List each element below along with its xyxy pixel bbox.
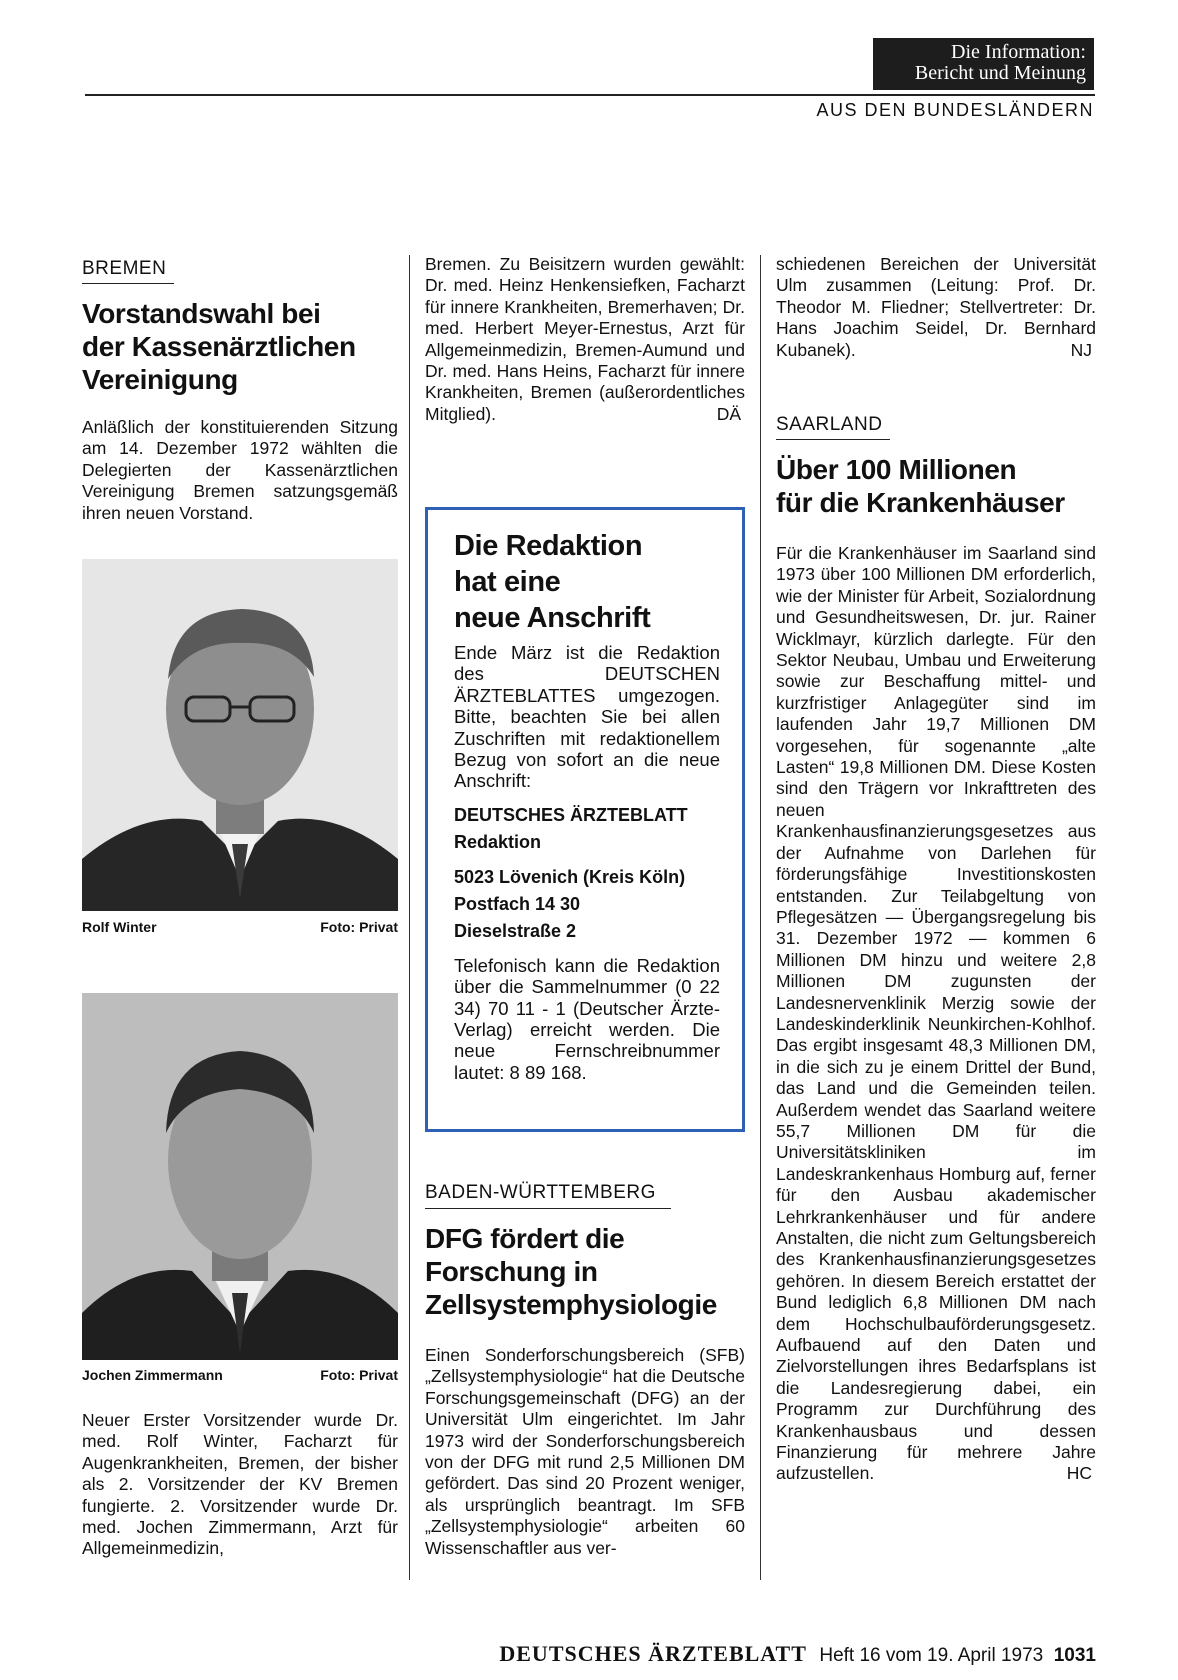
saarland-kicker-rule (776, 439, 890, 440)
portrait-rolf-winter (82, 559, 398, 911)
bremen-kicker: BREMEN (82, 258, 167, 279)
notice-phone-text: Telefonisch kann die Redaktion über die Sammelnummer (0 22 34) 70 11 - 1 (Deutscher Ärzte-Verlag) erreicht werden. Die neue Fernschreibnummer lautet: 8 89 168. (454, 954, 720, 1083)
bw-headline-line-3: Zellsystemphysiologie (425, 1289, 717, 1320)
notice-title-line-2: hat eine (454, 566, 561, 598)
bremen-author: DÄ (716, 403, 741, 424)
photo-caption-credit: Foto: Privat (320, 919, 398, 935)
page-footer (0, 1641, 1096, 1667)
bw-kicker-rule (425, 1208, 671, 1209)
bw-headline (425, 1222, 745, 1321)
section-badge (873, 38, 1094, 90)
notice-title-line-3: neue Anschrift (454, 602, 651, 634)
bw-headline-line-1: DFG fördert die (425, 1223, 625, 1254)
saarland-headline-line-2: für die Krankenhäuser (776, 487, 1065, 518)
header-rule (85, 94, 1095, 96)
saarland-headline-line-1: Über 100 Millionen (776, 454, 1017, 485)
region-label: AUS DEN BUNDESLÄNDERN (816, 100, 1094, 120)
notice-address-line: Dieselstraße 2 (454, 920, 577, 941)
photo-caption-name: Rolf Winter (82, 919, 157, 935)
saarland-body-text: Für die Krankenhäuser im Saarland sind 1973 über 100 Millionen DM erforderlich, wie der Minister für Arbeit, Sozialordnung und Gesundheitswesen, Dr. jur. Rainer Wicklmayr, kürzlich darlegte. Für den Sektor Neubau, Umbau und Erweiterung sowie zur Beschaffung mittel- und kurzfristiger Anlagegüter sind im laufenden Jahr 19,7 Millionen DM vorgesehen, für sogenannte „alte Lasten“ 19,8 Millionen DM. Diese Kosten sind den Trägern vor Inkrafttreten des neuen Krankenhausfinanzierungsgesetzes aus der Aufnahme von Darlehen für förderungsfähige Investitionskosten entstanden. Zur Teilabgeltung von Pflegesätzen — Übergangsregelung bis 31. Dezember 1972 — kommen 6 Millionen DM hinzu und weitere 2,8 Millionen DM zugunsten der Landesnervenklinik Merzig sowie der Landeskinderklinik Neunkirchen-Kohlhof. Das ergibt insgesamt 48,3 Millionen DM, in die sich zu je einem Drittel der Bund, das Land und die Gemeinden teilen. Außerdem wendet das Saarland weitere 55,7 Millionen DM für die Universitätskliniken im Landeskrankenhaus Homburg auf, ferner für den Ausbau akademischer Lehrkrankenhäuser und für andere Anstalten, die nicht zum Geltungsbereich des Krankenhausfinanzierungsgesetzes gehören. In diesem Bereich erstattet der Bund lediglich 6,8 Millionen DM nach dem Hochschulbauförderungsgesetz. Aufbauend auf den Daten und Zielvorstellungen ihres Bedarfsplans ist die Landesregierung dabei, ein Programm zur Durchführung des Krankenhausbaus und dessen Finanzierung für mehrere Jahre aufzustellen. (776, 543, 1096, 1484)
column-divider-2 (760, 255, 761, 1580)
notice-address-line: DEUTSCHES ÄRZTEBLATT (454, 804, 688, 825)
notice-address-postal (454, 864, 720, 945)
bremen-headline-line-2: der Kassenärztlichen (82, 331, 356, 362)
column-divider-1 (409, 255, 410, 1580)
notice-address-line: 5023 Lövenich (Kreis Köln) (454, 866, 686, 887)
bw-continuation-text: schiedenen Bereichen der Universität Ulm zusammen (Leitung: Prof. Dr. Theodor M. Fliedner; Stellvertreter: Dr. Hans Joachim Seidel, Dr. Bernhard Kubanek). (776, 254, 1096, 360)
bw-continuation (776, 254, 1096, 361)
notice-title-line-1: Die Redaktion (454, 530, 643, 562)
notice-title (454, 528, 720, 636)
address-notice-box (425, 507, 745, 1132)
section-badge-line-2: Bericht und Meinung (914, 62, 1086, 84)
bremen-headline (82, 297, 402, 396)
section-badge-line-1: Die Information: (951, 41, 1086, 63)
bremen-headline-line-3: Vereinigung (82, 364, 238, 395)
bw-headline-line-2: Forschung in (425, 1256, 598, 1287)
footer-publication: DEUTSCHES ÄRZTEBLATT (499, 1641, 807, 1666)
bremen-intro: Anläßlich der konstituierenden Sitzung am 14. Dezember 1972 wählten die Delegierten der Kassenärztlichen Vereinigung Bremen satzungsgemäß ihren neuen Vorstand. (82, 417, 398, 523)
portrait-jochen-zimmermann-image (82, 993, 398, 1360)
bw-kicker: BADEN-WÜRTTEMBERG (425, 1182, 656, 1203)
notice-text: Ende März ist die Redaktion des DEUTSCHEN ÄRZTEBLATTES umgezogen. Bitte, beachten Sie bei allen Zuschriften mit redaktionellem Bezug von sofort an die neue Anschrift: (454, 642, 720, 792)
portrait-jochen-zimmermann (82, 993, 398, 1360)
saarland-author: HC (1066, 1463, 1092, 1484)
footer-issue: Heft 16 vom 19. April 1973 (819, 1645, 1044, 1666)
notice-address-publisher (454, 802, 720, 856)
bremen-kicker-rule (82, 283, 174, 284)
notice-address-line: Postfach 14 30 (454, 893, 581, 914)
notice-address-line: Redaktion (454, 831, 542, 852)
bremen-continuation-text: Bremen. Zu Beisitzern wurden gewählt: Dr. med. Heinz Henkensiefken, Facharzt für innere Krankheiten, Bremerhaven; Dr. med. Herbert Meyer-Ernestus, Arzt für Allgemeinmedizin, Bremen-Aumund und Dr. med. Hans Heins, Facharzt für innere Krankheiten, Bremen (außerordentliches Mitglied). (425, 254, 745, 424)
footer-page-number: 1031 (1053, 1645, 1096, 1666)
portrait-rolf-winter-image (82, 559, 398, 911)
bremen-body: Neuer Erster Vorsitzender wurde Dr. med. Rolf Winter, Facharzt für Augenkrankheiten, Bremen, der bisher als 2. Vorsitzender der KV Bremen fungierte. 2. Vorsitzender wurde Dr. med. Jochen Zimmermann, Arzt für Allgemeinmedizin, (82, 1410, 398, 1559)
saarland-headline (776, 453, 1096, 519)
saarland-kicker: SAARLAND (776, 414, 883, 435)
bremen-headline-line-1: Vorstandswahl bei (82, 298, 321, 329)
saarland-body (776, 543, 1096, 1485)
photo-caption-credit: Foto: Privat (320, 1367, 398, 1383)
bremen-continuation (425, 254, 745, 425)
bw-body: Einen Sonderforschungsbereich (SFB) „Zellsystemphysiologie“ hat die Deutsche Forschungsgemeinschaft (DFG) an der Universität Ulm eingerichtet. Im Jahr 1973 wird der Sonderforschungsbereich von der DFG mit rund 2,5 Millionen DM gefördert. Das sind 20 Prozent weniger, als ursprünglich beantragt. Im SFB „Zellsystemphysiologie“ arbeiten 60 Wissenschaftler aus ver- (425, 1345, 745, 1558)
photo-caption-name: Jochen Zimmermann (82, 1367, 223, 1383)
bw-author: NJ (1070, 339, 1092, 360)
